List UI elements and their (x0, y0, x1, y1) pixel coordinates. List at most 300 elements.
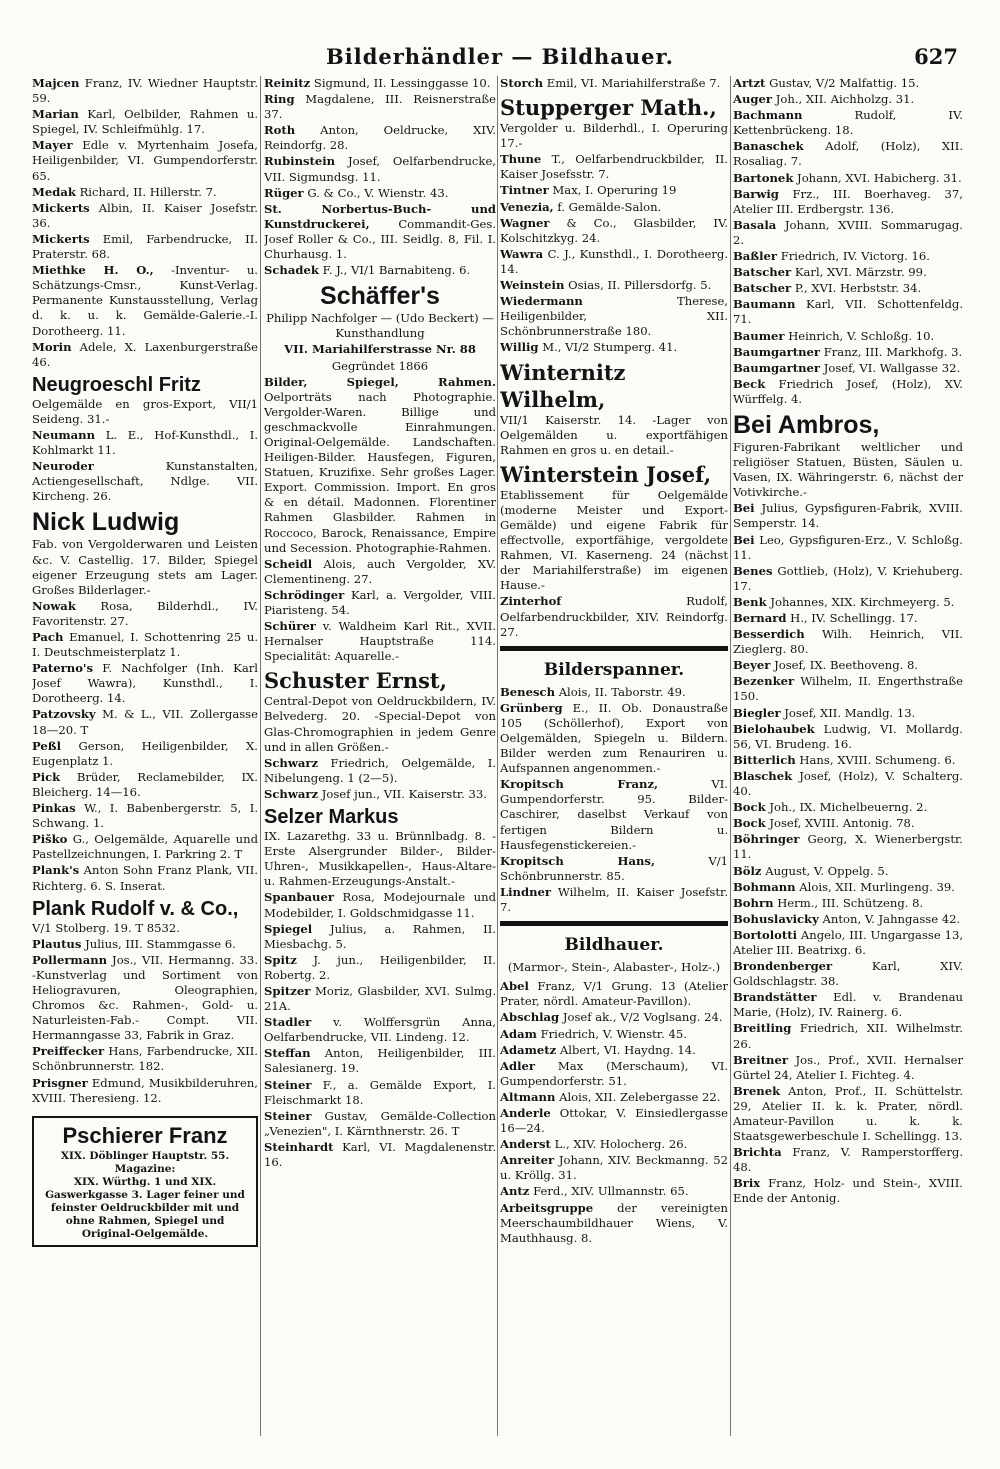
entry-text: W., I. Babenbergerstr. 5, I. Schwang. 1. (32, 801, 258, 831)
entry-text: G., Oelgemälde, Aquarelle und Pastellzeichnungen, I. Parkring 2. T (32, 832, 258, 862)
entry-name: Breitling (733, 1021, 792, 1036)
entry-text: Rosa, Bilderhdl., IV. Favoritenstr. 27. (32, 598, 258, 628)
entry-name: Miethke H. O., (32, 263, 154, 278)
entry-name: Bartonek (733, 170, 794, 185)
directory-entry (264, 557, 496, 587)
entry-name: Bernard (733, 611, 787, 625)
entry-name: Spitz (264, 952, 297, 967)
entry-text: Franz, Holz- und Stein-, XVIII. Ende der Antonig. (733, 1176, 963, 1206)
directory-entry (500, 1201, 728, 1246)
entry-name: Steiner (264, 1108, 312, 1123)
directory-entry (733, 1084, 963, 1144)
entry-name: Baßler (733, 249, 778, 264)
entry-name: Batscher (733, 281, 792, 296)
directory-entry (264, 922, 496, 952)
entry-text: Friedrich Josef, (Holz), XV. Würffelg. 4. (733, 376, 963, 406)
entry-text: Johannes, XIX. Kirchmeyerg. 5. (770, 594, 955, 609)
directory-entry (264, 76, 496, 91)
directory-entry (500, 1106, 728, 1136)
directory-entry (733, 880, 963, 895)
directory-entry (32, 770, 258, 800)
entry-text: Etablissement für Oelgemälde (moderne Meister und Export-Gemälde) und eigene Fabrik für effectvolle, exportfähige, vergoldete Rahmen, VI. Kaserneng. 24 (nächst der Mariahilferstraße) im eigenen Hause.- (500, 487, 728, 593)
entry-name: Tintner (500, 183, 549, 198)
directory-entry (32, 428, 258, 458)
entry-name: Neugroeschl Fritz (32, 373, 201, 396)
entry-text: M., VI/2 Stumperg. 41. (542, 340, 678, 355)
directory-entry (500, 885, 728, 915)
entry-text: E., II. Ob. Donaustraße 105 (Schöllerhof), Export von Oelgemälden, Spiegeln u. Bildern. Bilder werden zum Renauriren u. Aufspannen angenommen.- (500, 700, 728, 776)
entry-name: Majcen (32, 76, 80, 90)
entry-text: Fab. von Vergolderwaren und Leisten &c. V. Castellig. 17. Bilder, Spiegel eigener Erzeugung stets am Lager. Großes Bilderlager.- (32, 537, 258, 597)
entry-name: Brenek (733, 1083, 781, 1098)
directory-entry (500, 340, 728, 355)
directory-entry (32, 707, 258, 737)
directory-entry (32, 863, 258, 893)
entry-text: Vergolder u. Bilderhdl., I. Operuring 17.- (500, 121, 728, 151)
directory-entry (500, 1137, 728, 1152)
entry-name: Barwig (733, 186, 779, 201)
entry-text: G. & Co., V. Wienstr. 43. (307, 185, 449, 200)
entry-text: Albert, VI. Haydng. 14. (559, 1042, 696, 1057)
column-divider (497, 76, 498, 1436)
directory-entry (733, 658, 963, 673)
entry-text: Anton, V. Jahngasse 42. (822, 911, 961, 926)
entry-text: Magdalene, III. Reisnerstraße 37. (264, 92, 496, 122)
entry-text: Josef, Oelfarbendrucke, VII. Sigmundsg. 11. (264, 154, 496, 184)
entry-text: Max, I. Operuring 19 (552, 183, 677, 198)
section-subtitle: (Marmor-, Stein-, Alabaster-, Holz-.) (507, 960, 721, 975)
directory-entry (32, 739, 258, 769)
entry-text: L. E., Hof-Kunsthdl., I. Kohlmarkt 11. (32, 427, 258, 458)
entry-name: Abel (500, 979, 529, 994)
entry-name: Marian (32, 107, 79, 122)
directory-entry (733, 816, 963, 831)
directory-entry (32, 201, 258, 231)
directory-entry (733, 896, 963, 911)
directory-entry (500, 76, 728, 91)
directory-entry (500, 94, 728, 151)
entry-text: Oelgemälde en gros-Export, VII/1 Seideng. 31.- (32, 396, 258, 426)
directory-entry (32, 507, 258, 597)
directory-entry (733, 377, 963, 407)
entry-text: Josef, IX. Beethoveng. 8. (774, 658, 919, 673)
entry-text: J. jun., Heiligenbilder, II. Robertg. 2. (264, 952, 496, 982)
directory-entry (264, 756, 496, 786)
directory-entry (733, 297, 963, 327)
directory-entry (733, 533, 963, 563)
directory-entry (500, 294, 728, 339)
directory-entry (264, 1078, 496, 1108)
entry-name: Bei (733, 501, 755, 516)
entry-text: M. & L., VII. Zollergasse 18—20. T (32, 707, 258, 737)
entry-text: Julius, a. Rahmen, II. Miesbachg. 5. (264, 921, 496, 951)
section-title: Bildhauer. (564, 935, 664, 956)
entry-text: Friedrich, V. Wienstr. 45. (540, 1026, 687, 1041)
column-divider (730, 76, 731, 1436)
entry-name: Brondenberger (733, 959, 833, 974)
advert-address: XIX. Döblinger Hauptstr. 55. (60, 1149, 230, 1162)
entry-name: Bitterlich (733, 752, 796, 767)
directory-entry (264, 890, 496, 920)
directory-entry (733, 564, 963, 594)
entry-name: Pick (32, 769, 61, 784)
entry-name: Schwarz (264, 755, 319, 770)
entry-name: Spitzer (264, 983, 311, 998)
entry-name: Ring (264, 92, 295, 107)
entry-name: Prisgner (32, 1075, 88, 1090)
entry-name: Böhringer (733, 832, 800, 847)
directory-entry (733, 410, 963, 500)
entry-text: Karl, a. Vergolder, VIII. Piaristeng. 54. (264, 587, 496, 617)
entry-text: T., Oelfarbendruckbilder, II. Kaiser Josefsstr. 7. (500, 152, 728, 182)
entry-name: Kropitsch Hans, (500, 853, 655, 868)
entry-name: Plank's (32, 863, 80, 878)
entry-name: Stadler (264, 1015, 312, 1030)
column-2 (264, 76, 496, 1436)
entry-name: Bei (733, 532, 755, 547)
directory-entry (500, 1010, 728, 1025)
directory-entry (733, 674, 963, 704)
entry-name: Artzt (733, 76, 766, 90)
column-divider (260, 76, 261, 1436)
directory-entry (733, 722, 963, 752)
directory-entry (264, 186, 496, 201)
directory-entry (500, 247, 728, 277)
entry-text: & Co., Glasbilder, IV. Kolschitzkyg. 24. (500, 215, 728, 245)
entry-name: Schürer (264, 619, 316, 634)
entry-name: Schwarz (264, 786, 319, 801)
directory-entry (733, 218, 963, 248)
entry-name: Benk (733, 594, 767, 609)
entry-text: Adele, X. Laxenburgerstraße 46. (32, 339, 258, 369)
directory-entry (264, 202, 496, 262)
entry-text: P., XVI. Herbststr. 34. (794, 281, 922, 296)
entry-name: Plautus (32, 936, 82, 951)
entry-text: Karl, XIV. Goldschlagstr. 38. (733, 959, 963, 989)
entry-text: Friedrich, IV. Victorg. 16. (780, 249, 930, 264)
directory-entry (32, 459, 258, 504)
entry-text: Josef jun., VII. Kaiserstr. 33. (321, 786, 487, 801)
directory-entry (264, 281, 496, 341)
directory-entry (733, 139, 963, 169)
directory-entry (500, 359, 728, 458)
entry-name: Neumann (32, 427, 96, 442)
directory-entry (733, 627, 963, 657)
directory-entry (264, 375, 496, 556)
entry-text: Kunstanstalten, Actiengesellschaft, Ndlge. VII. Kircheng. 26. (32, 459, 258, 504)
entry-name: Basala (733, 217, 777, 232)
directory-entry (500, 777, 728, 852)
entry-name: Baumgartner (733, 360, 821, 375)
entry-text: Johann, XIV. Beckmanng. 52 u. Kröllg. 31. (500, 1153, 728, 1183)
section-divider (500, 921, 728, 926)
directory-entry (32, 801, 258, 831)
entry-name: Stupperger Math., (500, 95, 717, 121)
entry-name: Rüger (264, 185, 304, 200)
directory-entry (264, 805, 496, 889)
entry-text: Josef ak., V/2 Voglsang. 24. (562, 1010, 723, 1025)
entry-text: Johann, XVIII. Sommarugag. 2. (733, 217, 963, 247)
directory-entry (32, 661, 258, 706)
entry-text: Hans, XVIII. Schumeng. 6. (799, 752, 956, 767)
directory-entry (733, 265, 963, 280)
directory-entry (32, 1044, 258, 1074)
entry-text: -Inventur- u. Schätzungs-Cmsr., Kunst-Verlag. Permanente Kunstausstellung, Verlag d. k. u. k. Gemälde-Galerie.-I. Dorotheerg. 11. (32, 263, 258, 338)
entry-text: IX. Lazarethg. 33 u. Brünnlbadg. 8. -Erste Alsergrunder Bilder-, Bilder-Uhren-, Musikkapellen-, Haus-Altare- u. Rahmen-Erzeugungs-Anstalt.- (264, 829, 496, 889)
entry-text: Anton Sohn Franz Plank, VII. Richterg. 6. S. Inserat. (32, 863, 258, 893)
entry-text: Friedrich, XII. Wilhelmstr. 26. (733, 1021, 963, 1051)
entry-text: Ottokar, V. Einsiedlergasse 16—24. (500, 1105, 728, 1136)
entry-name: Mickerts (32, 200, 90, 215)
advert-description: XIX. Würthg. 1 und XIX. Gaswerkgasse 3. Lager feiner und feinster Oeldruckbilder mit und ohne Rahmen, Spiegel und Original-Oelgemälde. (45, 1175, 245, 1240)
entry-text: Anton, Heiligenbilder, III. Salesianerg. 19. (264, 1046, 496, 1076)
entry-name: Weinstein (500, 278, 565, 293)
directory-entry (264, 953, 496, 983)
column-1 (32, 76, 258, 1436)
entry-name: Altmann (500, 1089, 556, 1104)
section-title: Bilderspanner. (543, 659, 685, 680)
entry-text: Alois, XII. Murlingeng. 39. (799, 879, 955, 894)
directory-entry (500, 200, 728, 215)
entry-name: Steiner (264, 1077, 312, 1092)
directory-entry (32, 630, 258, 660)
entry-text: Frz., III. Boerhaveg. 37, Atelier III. Erdbergstr. 136. (733, 186, 963, 216)
entry-name: Pinkas (32, 801, 76, 816)
page-title: Bilderhändler — Bildhauer. (325, 44, 674, 69)
entry-text: Josef, XII. Mandlg. 13. (784, 705, 916, 720)
directory-entry (733, 249, 963, 264)
directory-entry (32, 232, 258, 262)
directory-entry (500, 216, 728, 246)
entry-text: Alois, II. Taborstr. 49. (558, 684, 686, 699)
entry-name: Winterstein Josef, (500, 461, 712, 487)
entry-text: v. Wolffersgrün Anna, Oelfarbendrucke, VII. Lindeng. 12. (264, 1015, 496, 1045)
directory-entry (733, 281, 963, 296)
directory-entry (733, 1145, 963, 1175)
entry-text: Franz, IV. Wiedner Hauptstr. 59. (32, 76, 258, 106)
entry-name: Patzovsky (32, 707, 96, 722)
directory-entry (264, 123, 496, 153)
entry-name: Scheidl (264, 556, 313, 571)
entry-name: Arbeitsgruppe (500, 1200, 594, 1215)
entry-name: Peßl (32, 738, 61, 753)
directory-entry (733, 611, 963, 626)
entry-name: Bohrn (733, 895, 774, 910)
entry-text: F. J., VI/1 Barnabiteng. 6. (322, 263, 471, 278)
entry-text: Edl. v. Brandenau Marie, (Holz), IV. Rainerg. 6. (733, 990, 963, 1020)
directory-entry (32, 263, 258, 338)
page-number: 627 (914, 44, 958, 69)
entry-name: Auger (733, 92, 773, 107)
entry-name: Venezia, (500, 199, 554, 214)
entry-name: Bielohaubek (733, 721, 815, 736)
entry-text: Sigmund, II. Lessinggasse 10. (313, 76, 491, 90)
directory-entry (500, 1153, 728, 1183)
entry-text: Adolf, (Holz), XII. Rosaliag. 7. (733, 139, 963, 169)
entry-text: F., a. Gemälde Export, I. Fleischmarkt 18. (264, 1077, 496, 1107)
directory-entry (32, 897, 258, 936)
entry-text: Karl, XVI. Märzstr. 99. (794, 265, 927, 280)
directory-entry (733, 92, 963, 107)
entry-name: Beck (733, 376, 766, 391)
directory-entry (32, 832, 258, 862)
entry-text: Franz, III. Markhofg. 3. (823, 344, 963, 359)
entry-name: Spiegel (264, 921, 313, 936)
entry-text: Therese, Heiligenbilder, XII. Schönbrunnerstraße 180. (500, 294, 728, 339)
entry-name: Benes (733, 563, 773, 578)
entry-name: Bohmann (733, 879, 796, 894)
entry-text: Anton, Prof., II. Schüttelstr. 29, Atelier II. k. k. Prater, nördl. Amateur-Pavillon u. k. k. Staatsgewerbeschule I. Schellingg. 13. (733, 1083, 963, 1144)
directory-entry (264, 1140, 496, 1170)
entry-name: Breitner (733, 1052, 788, 1067)
entry-name: Selzer Markus (264, 806, 399, 829)
directory-entry (733, 990, 963, 1020)
directory-entry (264, 263, 496, 278)
entry-text: Moriz, Glasbilder, XVI. Sulmg. 21A. (264, 983, 496, 1014)
entry-name: Bortolotti (733, 927, 797, 942)
directory-entry (733, 171, 963, 186)
directory-entry (500, 1043, 728, 1058)
entry-name: Schrödinger (264, 587, 345, 602)
entry-name: Bachmann (733, 108, 803, 123)
entry-text: Wilhelm, II. Engerthstraße 150. (733, 674, 963, 704)
page-header (0, 44, 1000, 78)
entry-name: Bölz (733, 863, 762, 878)
entry-name: Brandstätter (733, 990, 817, 1005)
entry-name: Mickerts (32, 231, 90, 246)
entry-text: v. Waldheim Karl Rit., XVII. Hernalser Hauptstraße 114. Specialität: Aquarelle.- (264, 619, 496, 664)
entry-text: Josef, XVIII. Antonig. 78. (769, 816, 915, 831)
entry-text: Franz, V. Ramperstorfferg. 48. (733, 1145, 963, 1175)
directory-entry (733, 928, 963, 958)
entry-name: Baumgartner (733, 344, 821, 359)
directory-entry (264, 984, 496, 1014)
entry-name: Wiedermann (500, 294, 583, 309)
entry-name: Bezenker (733, 674, 795, 689)
entry-name: Pollermann (32, 952, 108, 967)
directory-entry (500, 461, 728, 594)
entry-text: Jos., Prof., XVII. Hernalser Gürtel 24, Atelier I. Fichteg. 4. (733, 1052, 963, 1082)
entry-text: August, V. Oppelg. 5. (765, 863, 889, 878)
directory-entry (32, 185, 258, 200)
entry-name: Paterno's (32, 661, 93, 676)
column-4 (733, 76, 963, 1436)
directory-entry (500, 594, 728, 639)
directory-entry (32, 373, 258, 427)
entry-text: Josef, VI. Wallgasse 32. (823, 360, 961, 375)
entry-name: Preiffecker (32, 1044, 105, 1059)
entry-text: V/1 Schönbrunnerstr. 85. (500, 853, 728, 883)
entry-name: Mayer (32, 138, 73, 153)
directory-entry (32, 953, 258, 1044)
entry-text: Brüder, Reclamebilder, IX. Bleicherg. 14—16. (32, 769, 258, 799)
entry-text: Anton, Oeldrucke, XIV. Reindorfg. 28. (264, 123, 496, 153)
entry-text: VII. Mariahilferstrasse Nr. 88 (284, 342, 476, 357)
entry-name: Blaschek (733, 768, 793, 783)
entry-text: Heinrich, V. Schloßg. 10. (788, 328, 935, 343)
entry-text: Figuren-Fabrikant weltlicher und religiöser Statuen, Büsten, Säulen u. Vasen, IX. Währingerstr. 6, nächst der Votivkirche.- (733, 439, 963, 500)
entry-name: Beyer (733, 658, 771, 673)
directory-entry (32, 76, 258, 106)
entry-name: Nowak (32, 598, 76, 613)
entry-text: Commandit-Ges. Josef Roller & Co., III. Seidlg. 8, Fil. I. Churhausg. 1. (264, 216, 496, 262)
entry-text: Johann, XVI. Habicherg. 31. (797, 170, 962, 185)
entry-text: Rudolf, IV. Kettenbrückeng. 18. (733, 108, 963, 138)
directory-entry (733, 1021, 963, 1051)
directory-entry (264, 1046, 496, 1076)
directory-entry (733, 345, 963, 360)
directory-entry (733, 361, 963, 376)
entry-text: Gegründet 1866 (331, 358, 429, 373)
entry-text: Emil, VI. Mariahilferstraße 7. (546, 76, 721, 90)
directory-entry (32, 107, 258, 137)
entry-name: Schäffer's (320, 282, 440, 311)
entry-name: Baumann (733, 297, 796, 312)
directory-entry (500, 854, 728, 884)
entry-text: Gerson, Heiligenbilder, X. Eugenplatz 1. (32, 738, 258, 768)
advertisement-box (32, 1116, 258, 1247)
directory-entry (500, 685, 728, 700)
directory-entry (500, 1090, 728, 1105)
entry-text: Edmund, Musikbilderuhren, XVIII. Theresieng. 12. (32, 1075, 258, 1105)
entry-name: Adametz (500, 1042, 557, 1057)
directory-entry (264, 342, 496, 357)
directory-entry (264, 667, 496, 754)
entry-text: C. J., Kunsthdl., I. Dorotheerg. 14. (500, 246, 728, 276)
entry-name: Medak (32, 184, 76, 199)
entry-text: Karl, VI. Magdalenenstr. 16. (264, 1139, 496, 1169)
entry-name: Antz (500, 1184, 530, 1199)
directory-entry (500, 183, 728, 198)
entry-name: Bock (733, 800, 766, 815)
entry-text: Central-Depot von Oeldruckbildern, IV. Belvederg. 20. -Special-Depot von Glas-Chromographien in jedem Genre und in allen Größen.- (264, 694, 496, 754)
entry-text: Oelporträts nach Photographie. Vergolder-Waren. Billige und geschmackvolle Einrahmungen. Original-Oelgemälde. Landschaften. Heiligen-Bilder. Hausfegen, Figuren, Statuen, Kruzifixe. Sehr großes Lager. Export. Commission. Import. En gros & en détail. Madonnen. Florentiner Rahmen Glasbilder. Rahmen in Roccoco, Barock, Renaissance, Empire und Secession. Photographie-Rahmen. (264, 389, 496, 555)
entry-text: V/1 Stolberg. 19. T 8532. (32, 920, 180, 935)
entry-text: Emil, Farbendrucke, II. Praterstr. 68. (32, 231, 258, 262)
directory-entry (32, 138, 258, 183)
directory-entry (500, 701, 728, 776)
entry-name: Willig (500, 340, 539, 355)
entry-text: Rosa, Modejournale und Modebilder, I. Goldschmidgasse 11. (264, 890, 496, 920)
entry-name: Brix (733, 1176, 761, 1191)
directory-entry (733, 329, 963, 344)
entry-name: Batscher (733, 265, 792, 280)
directory-entry (500, 1027, 728, 1042)
entry-name: Baumer (733, 328, 785, 343)
directory-entry (733, 76, 963, 91)
entry-text: Joh., IX. Michelbeuerng. 2. (769, 800, 928, 815)
entry-text: Osias, II. Pillersdorfg. 5. (568, 278, 712, 293)
directory-entry (500, 152, 728, 182)
directory-entry (500, 1184, 728, 1199)
entry-name: Piško (32, 832, 68, 847)
entry-text: VII/1 Kaiserstr. 14. -Lager von Oelgemälden u. exportfähigen Rahmen en gros u. en detail.- (500, 412, 728, 457)
entry-name: Nick Ludwig (32, 508, 180, 537)
entry-text: f. Gemälde-Salon. (557, 199, 662, 214)
entry-text: der vereinigten Meerschaumbildhauer Wiens, V. Mauthhausg. 8. (500, 1200, 728, 1245)
entry-text: Jos., VII. Hermanng. 33. -Kunstverlag und Sortiment von Heliogravuren, Oleographien, Chromos &c. Rahmen-, Gold- u. Naturleisten-Fab.- Compt. VII. Hermanngasse 33, Fabrik in Graz. (32, 952, 258, 1043)
entry-name: Schuster Ernst, (264, 668, 447, 694)
entry-name: Roth (264, 123, 296, 138)
entry-name: Zinterhof (500, 594, 562, 609)
directory-entry (500, 1059, 728, 1089)
entry-text: Karl, VII. Schottenfeldg. 71. (733, 297, 963, 327)
entry-text: Ludwig, VI. Mollardg. 56, VI. Brudeng. 16. (733, 721, 963, 751)
entry-name: Grünberg (500, 700, 563, 715)
advert-label: Magazine: (114, 1162, 176, 1175)
directory-entry (32, 937, 258, 952)
directory-entry (264, 1015, 496, 1045)
